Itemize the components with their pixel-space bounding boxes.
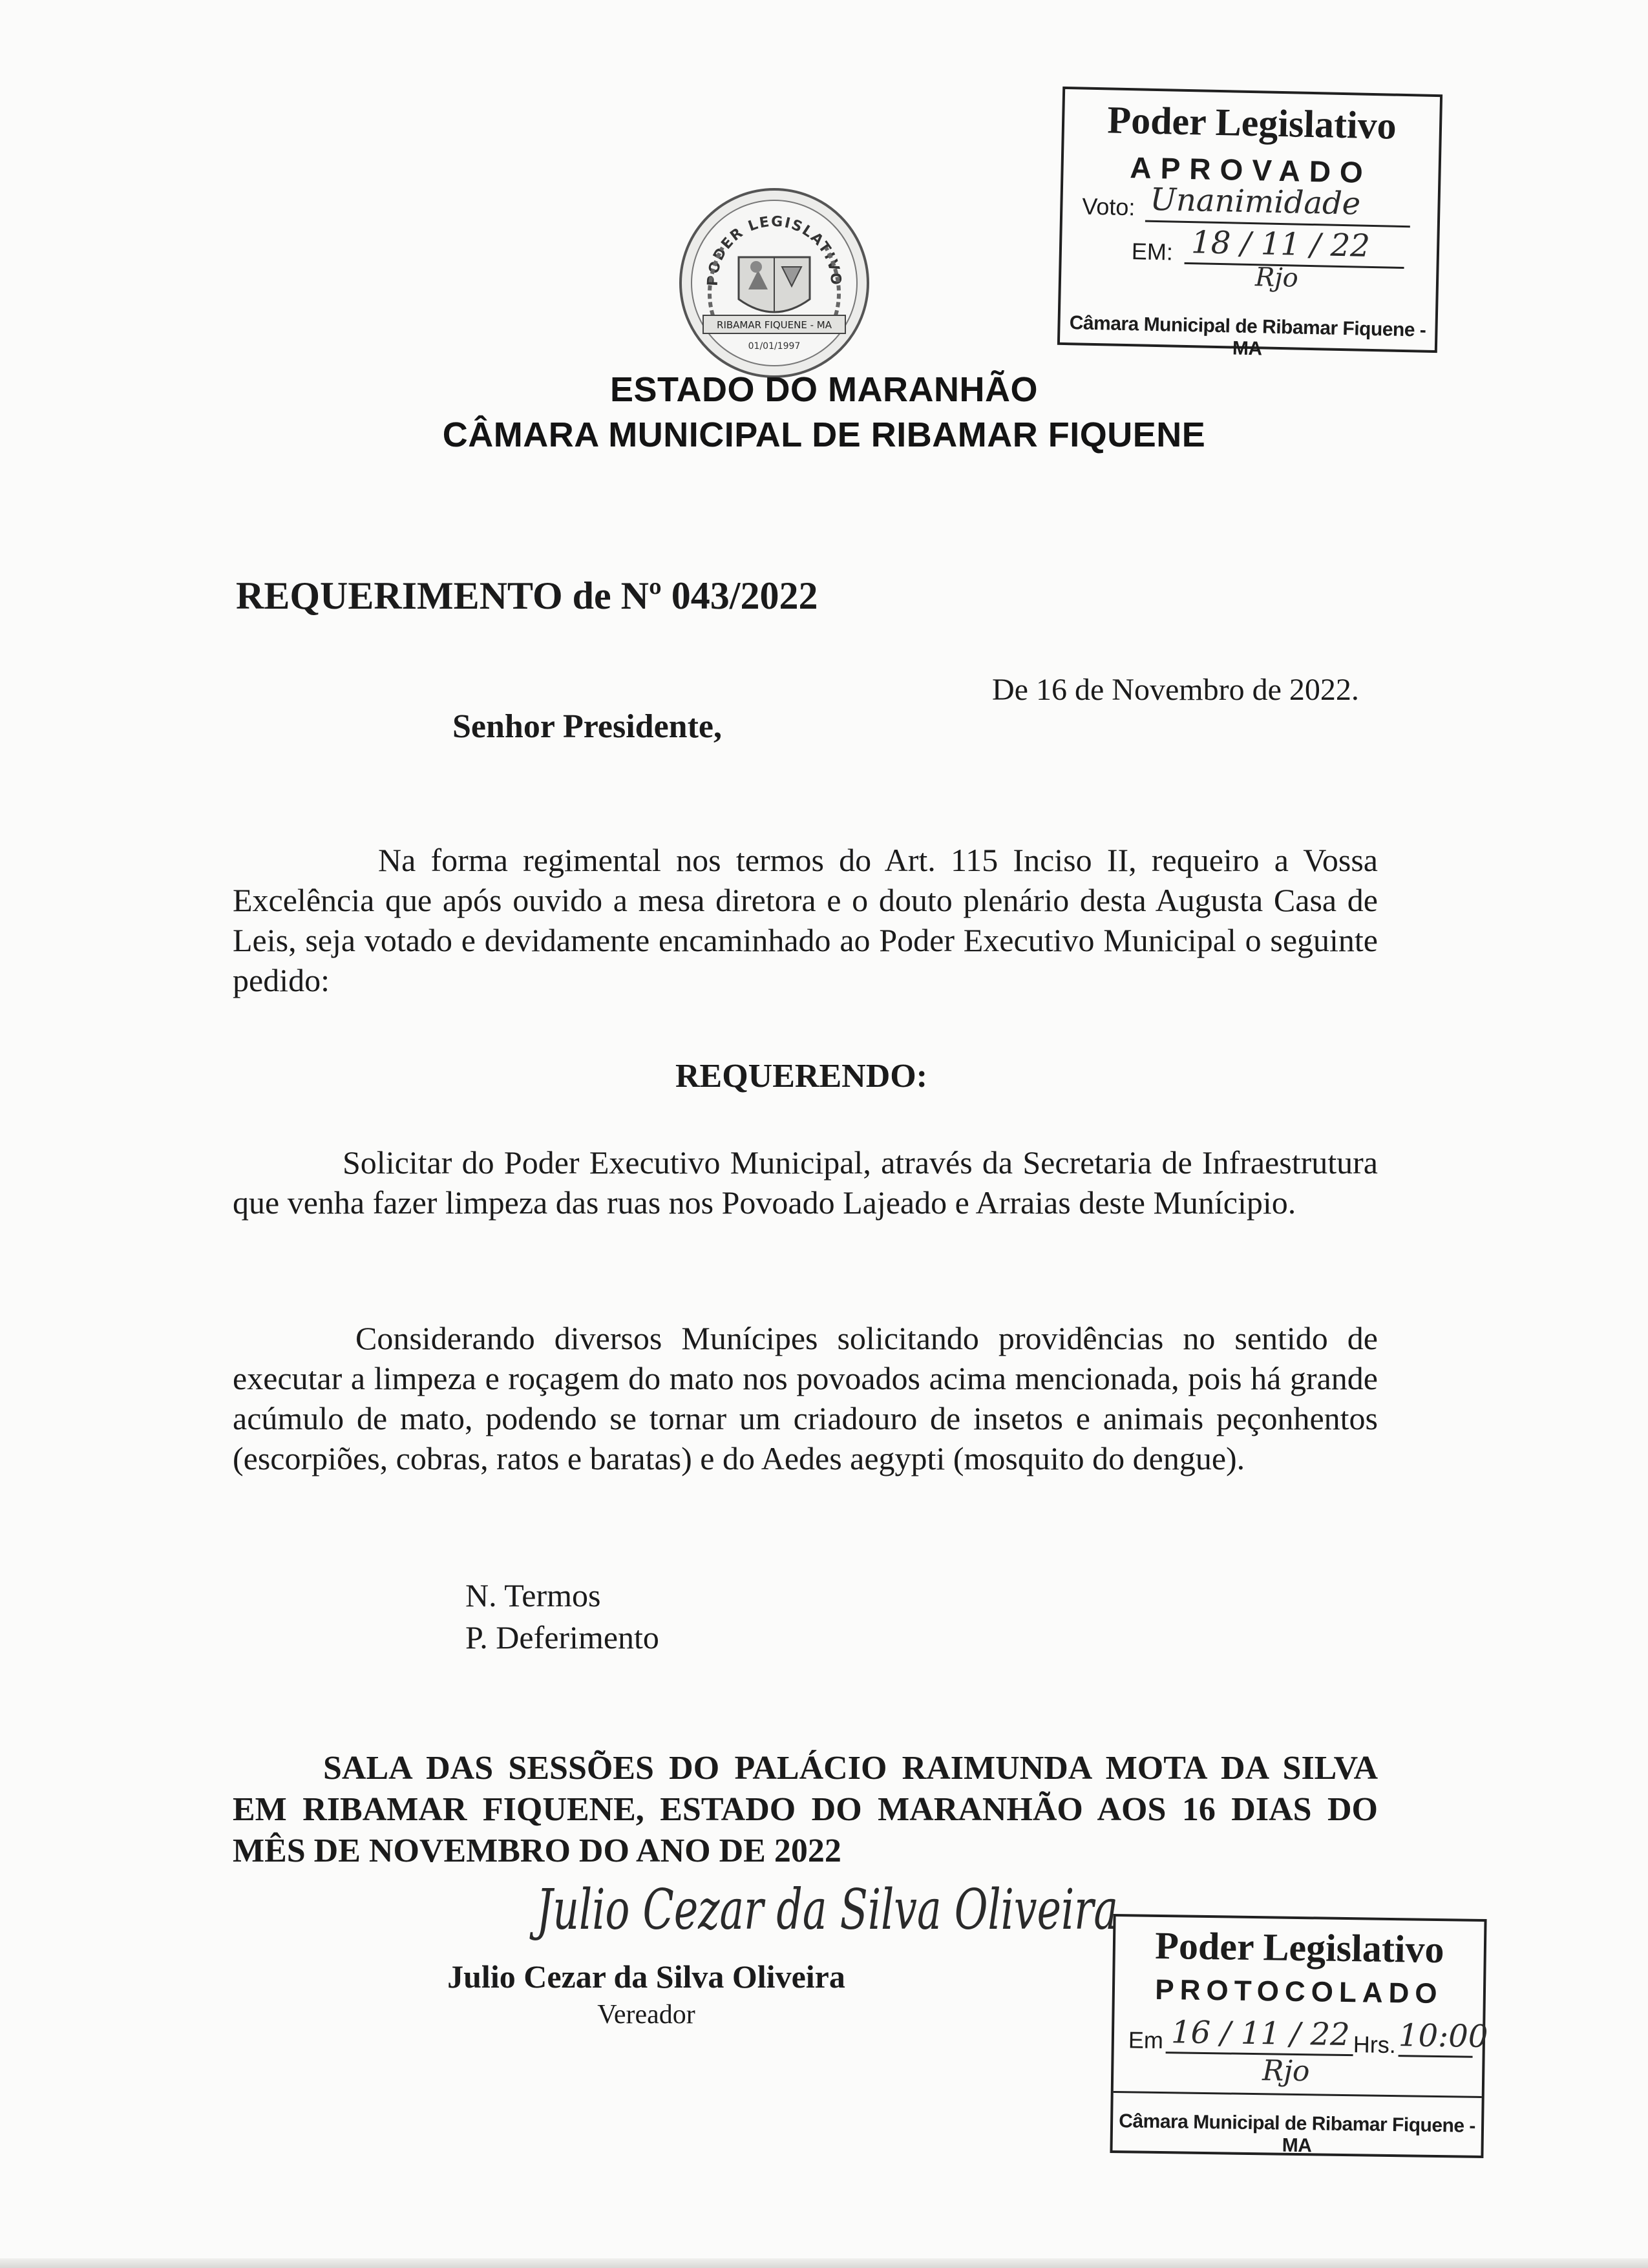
requerendo-heading: REQUERENDO: <box>675 1058 928 1095</box>
seal-arc-text: PODER LEGISLATIVO <box>704 213 844 287</box>
paragraph-request: Na forma regimental nos termos do Art. 115 Inciso II, requeiro a Vossa Excelência que após ouvido a mesa diretora e o douto plenário desta Augusta Casa de Leis, seja votado e devidamente encaminhado ao Poder Executivo Municipal o seguinte pedido: <box>233 842 1378 998</box>
closing-deferment: P. Deferimento <box>465 1619 659 1655</box>
vote-label: Voto: <box>1081 193 1136 221</box>
footer-line <box>1114 2091 1482 2098</box>
signature-script: Julio Cezar da Silva Oliveira <box>529 1878 1118 1942</box>
hours-value: 10:00 <box>1398 2017 1488 2055</box>
document-date: De 16 de Novembro de 2022. <box>992 673 1359 707</box>
signer-role: Vereador <box>597 2000 695 2030</box>
page-bottom-edge <box>0 2258 1648 2268</box>
stamp-status: PROTOCOLADO <box>1154 1973 1443 2010</box>
stamp-footer: Câmara Municipal de Ribamar Fiquene - MA <box>1069 312 1426 360</box>
vote-value: Unanimidade <box>1150 181 1361 222</box>
date-value: 18 / 11 / 22 <box>1190 224 1371 264</box>
closing-terms: N. Termos <box>465 1577 601 1613</box>
stamp-status: APROVADO <box>1129 151 1373 189</box>
state-heading: ESTADO DO MARANHÃO <box>610 370 1038 409</box>
stamp-title: Poder Legislativo <box>1154 1924 1444 1971</box>
protocol-stamp <box>1110 1914 1486 2158</box>
approved-stamp <box>1057 87 1442 360</box>
approval-initials: Rjo <box>1254 262 1299 293</box>
hours-label: Hrs. <box>1353 2031 1397 2059</box>
chamber-heading: CÂMARA MUNICIPAL DE RIBAMAR FIQUENE <box>442 415 1206 454</box>
date-label: EM: <box>1131 238 1174 266</box>
seal-ribbon-text: RIBAMAR FIQUENE - MA <box>717 319 832 331</box>
document-title: REQUERIMENTO de Nº 043/2022 <box>236 574 818 617</box>
stamp-footer: Câmara Municipal de Ribamar Fiquene - MA <box>1119 2110 1476 2157</box>
date-label: Em <box>1128 2026 1164 2054</box>
date-value: 16 / 11 / 22 <box>1170 2014 1351 2053</box>
handwritten-signature <box>530 1861 1125 1958</box>
signer-name: Julio Cezar da Silva Oliveira <box>447 1958 845 1995</box>
hours-line <box>1399 2055 1473 2058</box>
protocol-initials: Rjo <box>1262 2054 1310 2088</box>
chamber-seal-logo <box>677 186 871 380</box>
seal-date-text: 01/01/1997 <box>748 341 801 352</box>
session-hall-statement: SALA DAS SESSÕES DO PALÁCIO RAIMUNDA MOTA DA SILVA EM RIBAMAR FIQUENE, ESTADO DO MARANHÃO AOS 16 DIAS DO MÊS DE NOVEMBRO DO ANO DE 2022 <box>233 1750 1378 1869</box>
stamp-title: Poder Legislativo <box>1106 98 1397 147</box>
salutation: Senhor Presidente, <box>452 708 722 745</box>
paragraph-justification: Considerando diversos Munícipes solicitando providências no sentido de executar a limpeza e roçagem do mato nos povoados acima mencionada, pois há grande acúmulo de mato, podendo se tornar um criadouro de insetos e animais peçonhentos (escorpiões, cobras, ratos e baratas) e do Aedes aegypti (mosquito do dengue). <box>233 1320 1378 1476</box>
paragraph-solicitation: Solicitar do Poder Executivo Municipal, através da Secretaria de Infraestrutura que venha fazer limpeza das ruas nos Povoado Lajeado e Arraias deste Munícipio. <box>233 1144 1378 1221</box>
